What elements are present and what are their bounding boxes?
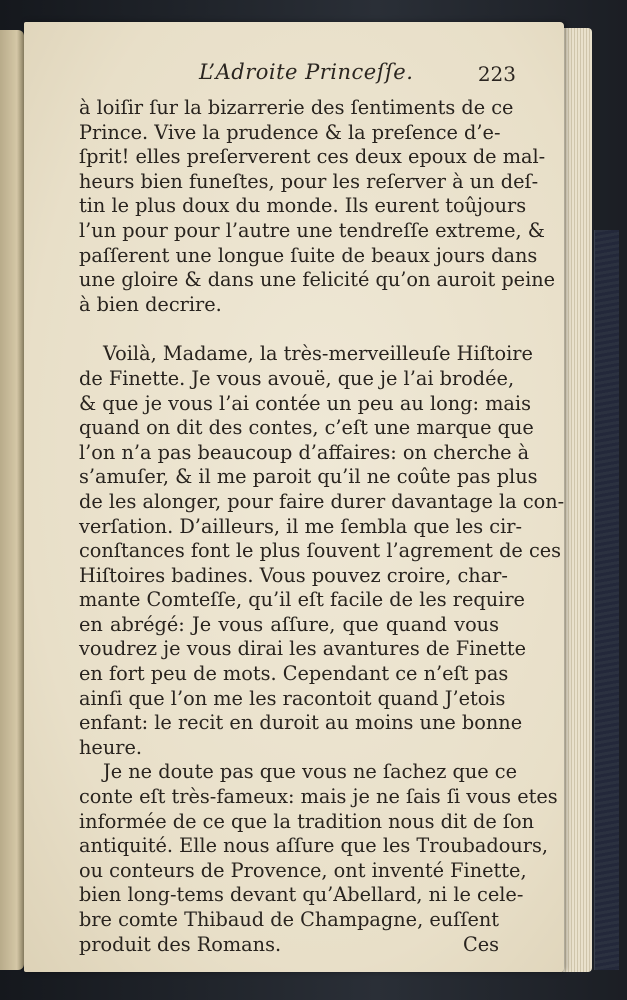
text-line: ſprit! elles preſerverent ces deux epoux de mal- xyxy=(79,145,546,169)
text-line: l’un pour pour l’autre une tendreſſe extreme, & xyxy=(79,218,545,242)
text-line: heurs bien funeſtes, pour les reſerver à un deſ- xyxy=(79,169,539,193)
text-line: ou conteurs de Provence, ont inventé Finette, xyxy=(79,858,527,882)
text-line: heure. xyxy=(79,735,143,759)
text-line: paſſerent une longue ſuite de beaux jours dans xyxy=(79,243,538,267)
text-line: enfant: le recit en duroit au moins une bonne xyxy=(79,711,523,735)
text-line: informée de ce que la tradition nous dit de ſon xyxy=(79,809,535,833)
cloth-binding xyxy=(594,230,619,970)
text-line: conte eſt très-fameux: mais je ne ſais ſi vous etes xyxy=(79,785,558,809)
paragraph-1 xyxy=(79,96,556,317)
text-line: conſtances font le plus ſouvent l’agrement de ces xyxy=(79,539,562,563)
text-line: voudrez je vous dirai les avantures de Finette xyxy=(79,637,527,661)
paragraph-3 xyxy=(79,760,558,957)
text-line: verſation. D’ailleurs, il me ſembla que les cir- xyxy=(79,514,522,538)
text-line: Hiſtoires badines. Vous pouvez croire, char- xyxy=(79,563,508,587)
paragraph-2 xyxy=(79,342,565,760)
body-text xyxy=(79,96,565,957)
text-line: à loiſir ſur la bizarrerie des ſentiments de ce xyxy=(79,96,514,119)
text-line: en fort peu de mots. Cependant ce n’eſt pas xyxy=(79,662,509,686)
text-line: Prince. Vive la prudence & la preſence d’e- xyxy=(79,120,501,144)
facing-page-edge xyxy=(0,30,24,970)
text-line: tin le plus doux du monde. Ils eurent toûjours xyxy=(79,194,527,218)
text-line: & que je vous l’ai contée un peu au long: mais xyxy=(79,391,531,415)
page-number: 223 xyxy=(477,62,516,86)
text-line: de les alonger, pour faire durer davantage la con- xyxy=(79,489,565,513)
text-line: de Finette. Je vous avouë, que je l’ai brodée, xyxy=(79,366,515,390)
catchword: Ces xyxy=(462,932,499,956)
text-line: en abrégé: Je vous aſſure, que quand vous xyxy=(79,612,499,636)
text-line: Je ne doute pas que vous ne ſachez que ce xyxy=(103,760,518,784)
book-page xyxy=(24,22,564,972)
text-line: mante Comteſſe, qu’il eſt facile de les require xyxy=(79,588,525,612)
text-line: produit des Romans. xyxy=(79,932,282,956)
running-title: L’Adroite Princeſſe. xyxy=(199,60,414,84)
text-line: une gloire & dans une felicité qu’on auroit peine xyxy=(79,268,556,292)
text-line: à bien decrire. xyxy=(79,292,222,316)
text-line: bre comte Thibaud de Champagne, euſſent xyxy=(79,908,500,931)
text-line: s’amuſer, & il me paroit qu’il ne coûte pas plus xyxy=(79,465,538,489)
last-line-with-catchword xyxy=(79,933,499,958)
text-line: quand on dit des contes, c’eſt une marque que xyxy=(79,416,534,440)
text-line: antiquité. Elle nous aſſure que les Troubadours, xyxy=(79,834,548,858)
running-head xyxy=(24,60,564,90)
text-line: l’on n’a pas beaucoup d’affaires: on cherche à xyxy=(79,440,530,464)
text-line: Voilà, Madame, la très-merveilleuſe Hiſtoire xyxy=(103,342,533,366)
text-line: bien long-tems devant qu’Abellard, ni le cele- xyxy=(79,883,524,907)
paragraph-gap xyxy=(79,317,499,342)
text-line: ainſi que l’on me les racontoit quand J’etois xyxy=(79,686,506,710)
